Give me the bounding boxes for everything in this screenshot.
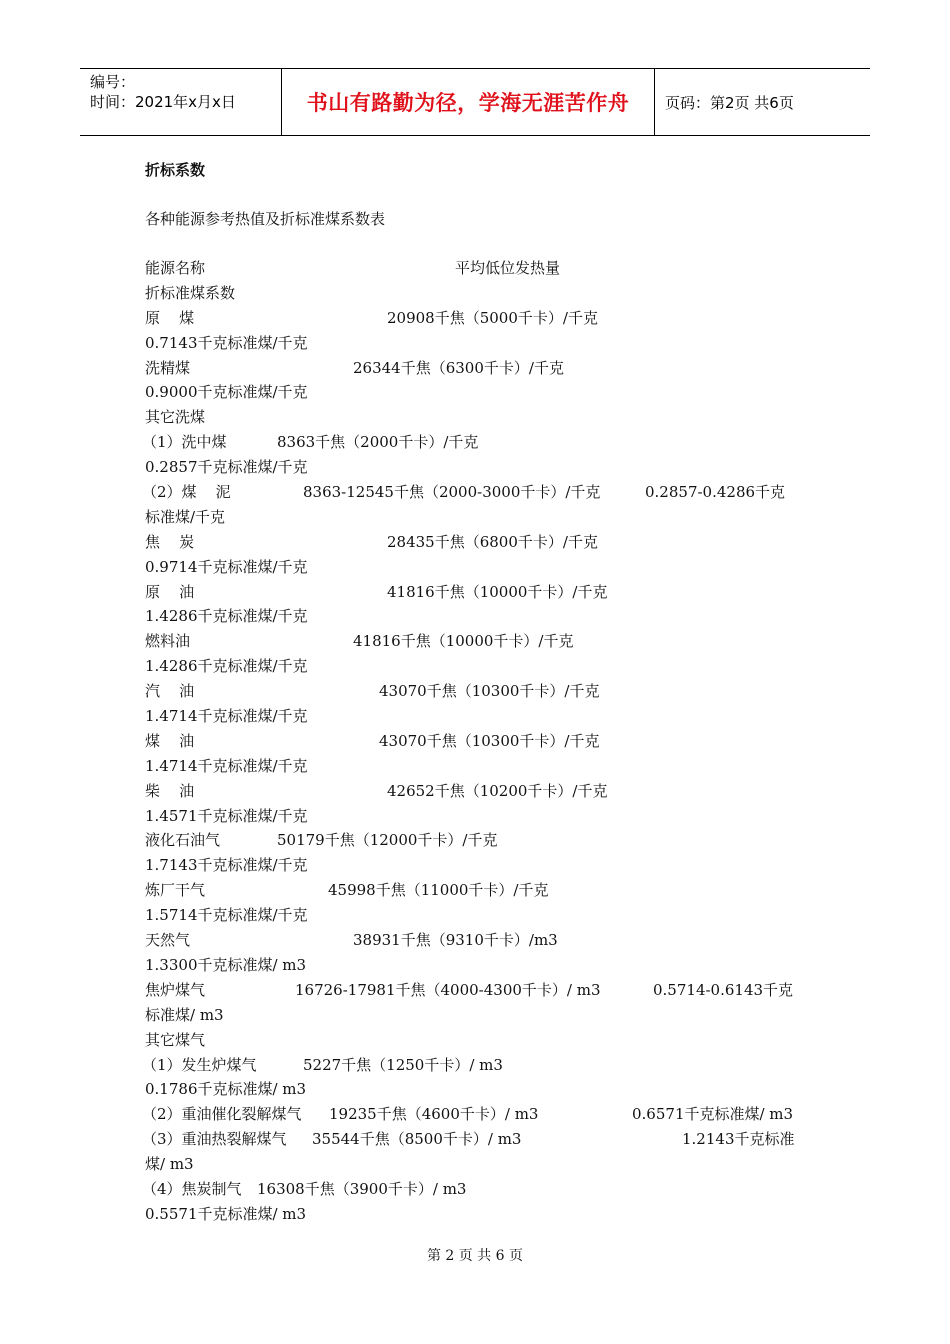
energy-row [145, 629, 825, 654]
energy-name: 原 油 [145, 582, 195, 601]
factor-value-cont: 煤/ m3 [145, 1155, 194, 1174]
heat-value: 35544千焦（8500千卡）/ m3 [312, 1130, 522, 1149]
energy-row [145, 978, 825, 1003]
energy-name: 液化石油气 [145, 831, 221, 850]
energy-name: （3）重油热裂解煤气 [142, 1130, 287, 1149]
energy-row [145, 729, 825, 754]
heat-value: 16726-17981千焦（4000-4300千卡）/ m3 [295, 980, 601, 999]
page-header [80, 68, 870, 136]
factor-value: 1.4714千克标准煤/千克 [145, 756, 308, 775]
energy-name: （2）煤 泥 [142, 483, 231, 502]
energy-row [142, 430, 825, 455]
energy-row [145, 306, 825, 331]
energy-name: 天然气 [145, 931, 191, 950]
factor-value: 0.6571千克标准煤/ m3 [632, 1105, 794, 1124]
energy-group-row [145, 1028, 825, 1053]
column-header-factor: 折标准煤系数 [145, 283, 236, 302]
energy-row [145, 580, 825, 605]
factor-row [145, 604, 825, 629]
energy-row [145, 928, 825, 953]
header-motto: 书山有路勤为径，学海无涯苦作舟 [282, 69, 655, 135]
energy-row [142, 1127, 825, 1152]
heat-value: 50179千焦（12000千卡）/千克 [277, 831, 498, 850]
factor-row [145, 704, 825, 729]
heat-value: 8363千焦（2000千卡）/千克 [277, 433, 479, 452]
energy-name: 焦 炭 [145, 532, 195, 551]
factor-row [145, 1202, 825, 1227]
header-page-number: 页码：第2页 共6页 [665, 93, 794, 112]
column-header-row [145, 256, 825, 281]
energy-name: 炼厂干气 [145, 881, 206, 900]
energy-group-name: 其它洗煤 [145, 408, 206, 427]
energy-row [145, 779, 825, 804]
page-footer: 第 2 页 共 6 页 [426, 1248, 524, 1264]
factor-value: 0.2857千克标准煤/千克 [145, 458, 308, 477]
heat-value: 38931千焦（9310千卡）/m3 [353, 931, 558, 950]
factor-row [145, 953, 825, 978]
document-body [142, 158, 825, 1227]
heat-value: 19235千焦（4600千卡）/ m3 [329, 1105, 539, 1124]
factor-row [145, 380, 825, 405]
doc-time-label: 时间：2021年x月x日 [90, 93, 236, 111]
column-header-name: 能源名称 [145, 259, 206, 277]
heat-value: 43070千焦（10300千卡）/千克 [379, 731, 600, 750]
energy-group-row [145, 405, 825, 430]
factor-row [145, 555, 825, 580]
energy-row [145, 679, 825, 704]
factor-value: 1.4571千克标准煤/千克 [145, 806, 308, 825]
heat-value: 20908千焦（5000千卡）/千克 [387, 308, 598, 327]
heat-value: 41816千焦（10000千卡）/千克 [353, 632, 574, 651]
factor-value: 1.4714千克标准煤/千克 [145, 707, 308, 726]
factor-row [145, 331, 825, 356]
heat-value: 28435千焦（6800千卡）/千克 [387, 532, 598, 551]
energy-name: 燃料油 [145, 632, 191, 651]
energy-name: （1）洗中煤 [142, 433, 227, 452]
heat-value: 43070千焦（10300千卡）/千克 [379, 682, 600, 701]
factor-value: 1.7143千克标准煤/千克 [145, 856, 308, 875]
factor-value: 0.9714千克标准煤/千克 [145, 557, 308, 576]
column-header-heat: 平均低位发热量 [455, 259, 561, 277]
factor-row [145, 1077, 825, 1102]
energy-name: 原 煤 [145, 308, 195, 327]
energy-row [142, 1177, 825, 1202]
energy-name: 洗精煤 [145, 358, 191, 377]
factor-row [145, 804, 825, 829]
heat-value: 42652千焦（10200千卡）/千克 [387, 781, 608, 800]
energy-row [142, 1053, 825, 1078]
factor-value: 1.4286千克标准煤/千克 [145, 657, 308, 676]
factor-row [145, 754, 825, 779]
factor-value: 0.7143千克标准煤/千克 [145, 333, 308, 352]
factor-row [145, 903, 825, 928]
column-header-factor-row [145, 281, 825, 306]
doc-number-label: 编号： [90, 73, 136, 91]
factor-row [145, 1003, 825, 1028]
factor-value: 1.2143千克标准 [682, 1130, 795, 1149]
factor-value: 0.1786千克标准煤/ m3 [145, 1080, 307, 1099]
energy-row [145, 878, 825, 903]
heat-value: 8363-12545千焦（2000-3000千卡）/千克 [303, 483, 601, 502]
table-caption: 各种能源参考热值及折标准煤系数表 [145, 210, 386, 228]
factor-value: 1.4286千克标准煤/千克 [145, 607, 308, 626]
section-title: 折标系数 [145, 161, 206, 179]
energy-name: （2）重油催化裂解煤气 [142, 1105, 302, 1124]
factor-value: 0.5571千克标准煤/ m3 [145, 1204, 307, 1223]
factor-value: 0.5714-0.6143千克 [653, 980, 794, 999]
energy-row [142, 480, 825, 505]
heat-value: 26344千焦（6300千卡）/千克 [353, 358, 564, 377]
factor-value-cont: 标准煤/ m3 [145, 1005, 224, 1024]
factor-row [145, 455, 825, 480]
factor-value: 1.3300千克标准煤/ m3 [145, 955, 307, 974]
heat-value: 41816千焦（10000千卡）/千克 [387, 582, 608, 601]
factor-row [145, 1152, 825, 1177]
heat-value: 16308千焦（3900千卡）/ m3 [257, 1179, 467, 1198]
energy-row [142, 1102, 825, 1127]
header-meta [80, 69, 282, 135]
factor-row [145, 654, 825, 679]
heat-value: 45998千焦（11000千卡）/千克 [328, 881, 549, 900]
factor-value: 0.9000千克标准煤/千克 [145, 383, 308, 402]
energy-group-name: 其它煤气 [145, 1030, 206, 1049]
factor-row [145, 853, 825, 878]
factor-row [145, 505, 825, 530]
energy-name: 煤 油 [145, 731, 195, 750]
energy-name: 汽 油 [145, 682, 195, 701]
energy-row [145, 828, 825, 853]
factor-value: 0.2857-0.4286千克 [645, 483, 786, 502]
energy-row [145, 530, 825, 555]
heat-value: 5227千焦（1250千卡）/ m3 [303, 1055, 503, 1074]
energy-name: （1）发生炉煤气 [142, 1055, 257, 1074]
energy-name: （4）焦炭制气 [142, 1179, 242, 1198]
energy-name: 柴 油 [145, 781, 195, 800]
factor-value-cont: 标准煤/千克 [145, 507, 226, 526]
factor-value: 1.5714千克标准煤/千克 [145, 906, 308, 925]
energy-name: 焦炉煤气 [145, 980, 206, 999]
energy-row [145, 356, 825, 381]
